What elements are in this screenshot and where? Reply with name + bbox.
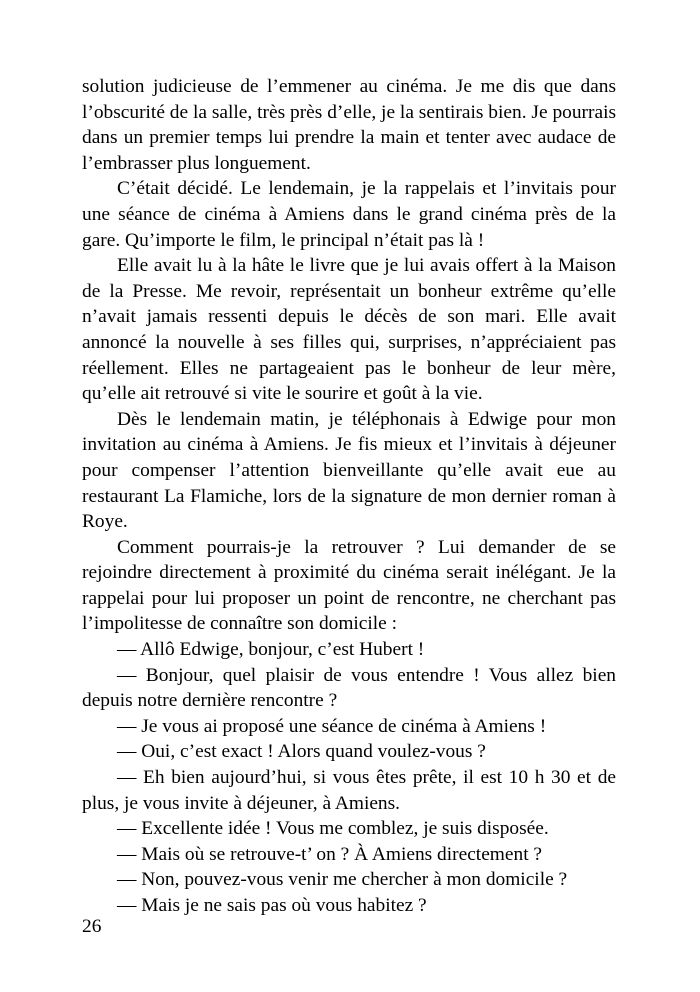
dialogue-line-8: — Non, pouvez-vous venir me chercher à mon domicile ? (117, 869, 568, 891)
page-body (82, 74, 616, 919)
dialogue-line-3: — Je vous ai proposé une séance de cinéma à Amiens ! (117, 715, 547, 737)
dialogue-line-1: — Allô Edwige, bonjour, c’est Hubert ! (117, 639, 425, 661)
paragraph-4: Dès le lendemain matin, je téléphonais à Edwige pour mon invitation au cinéma à Amiens. Je fis mieux et l’invitais à déjeuner pour compenser l’attention bienveillante qu’elle avait eue au restaurant La Flamiche, lors de la signature de mon dernier roman à Roye. (82, 408, 616, 533)
dialogue-line-9: — Mais je ne sais pas où vous habitez ? (117, 895, 427, 916)
paragraph-1: solution judicieuse de l’emmener au cinéma. Je me dis que dans l’obscurité de la salle, très près d’elle, je la sentirais bien. Je pourrais dans un premier temps lui prendre la main et tenter avec audace de l’embrasser plus longuement. (82, 76, 616, 174)
dialogue-line-6: — Excellente idée ! Vous me comblez, je suis disposée. (117, 818, 549, 840)
dialogue-line-7: — Mais où se retrouve-t’ on ? À Amiens directement ? (117, 843, 543, 865)
dialogue-line-5: — Eh bien aujourd’hui, si vous êtes prête, il est 10 h 30 et de plus, je vous invite à déjeuner, à Amiens. (82, 767, 616, 814)
dialogue-line-4: — Oui, c’est exact ! Alors quand voulez-vous ? (117, 741, 486, 763)
dialogue-line-2: — Bonjour, quel plaisir de vous entendre ! Vous allez bien depuis notre dernière rencontre ? (82, 664, 616, 712)
paragraph-5: Comment pourrais-je la retrouver ? Lui demander de se rejoindre directement à proximité du cinéma serait inélégant. Je la rappelai pour lui proposer un point de rencontre, ne cherchant pas l’impolitesse de connaître son domicile : (82, 536, 616, 635)
paragraph-2: C’était décidé. Le lendemain, je la rappelais et l’invitais pour une séance de cinéma à Amiens dans le grand cinéma près de la gare. Qu’importe le film, le principal n’était pas là ! (82, 178, 616, 251)
paragraph-3: Elle avait lu à la hâte le livre que je lui avais offert à la Maison de la Presse. Me revoir, représentait un bonheur extrême qu’elle n’avait jamais ressenti depuis le décès de son mari. Elle avait annoncé la nouvelle à ses filles qui, surprises, n’appréciaient pas réellement. Elles ne partageaient pas le bonheur de leur mère, qu’elle ait retrouvé si vite le sourire et goût à la vie. (82, 255, 616, 405)
page-number: 26 (82, 916, 102, 937)
